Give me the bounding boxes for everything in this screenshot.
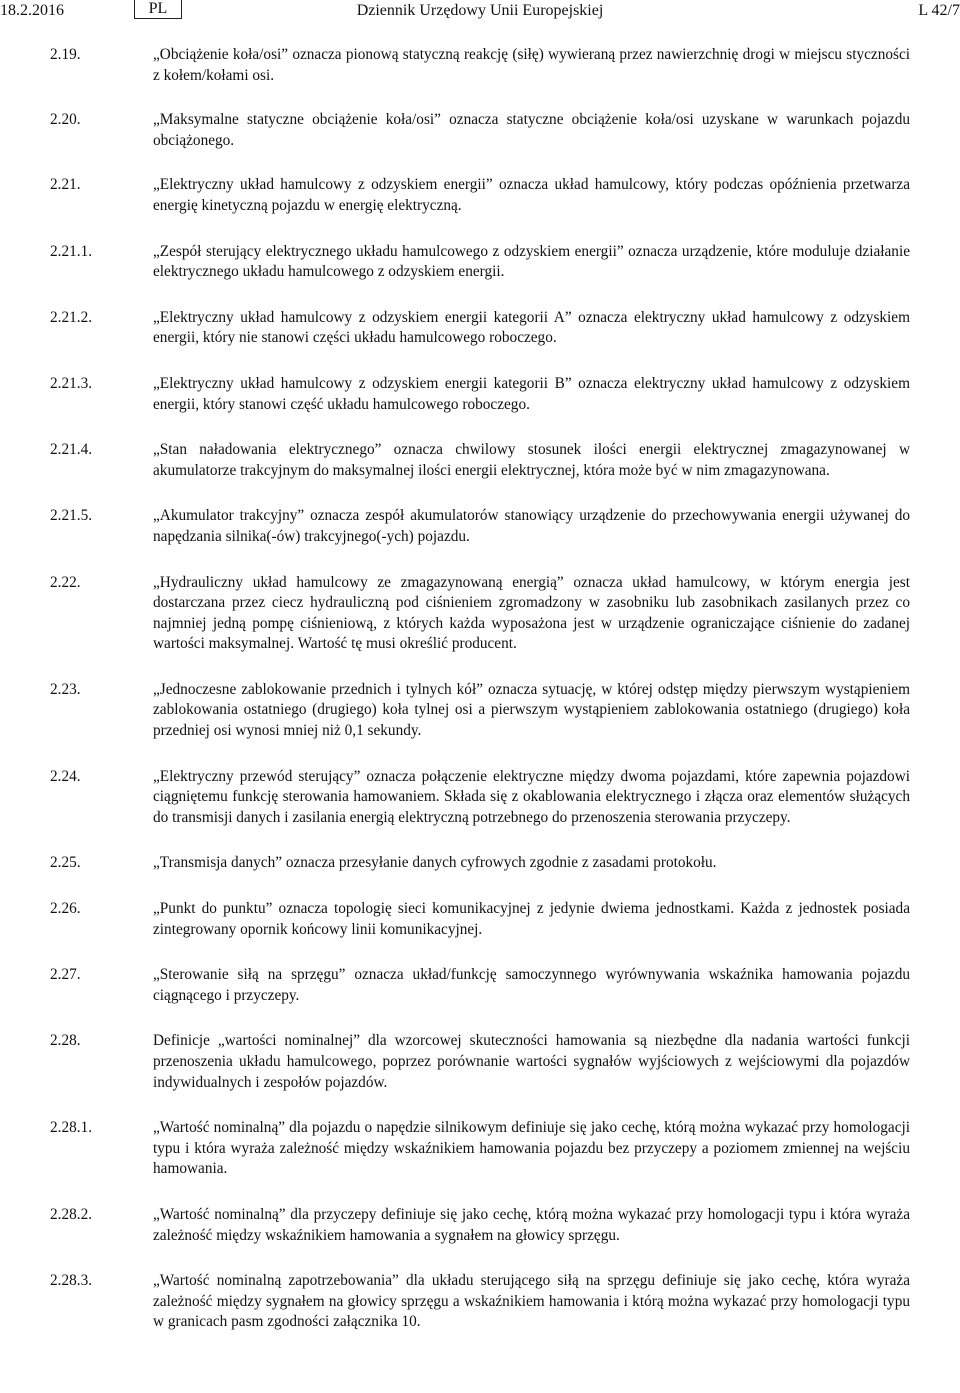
item-number: 2.21. [50,176,81,194]
item-number: 2.25. [50,854,81,872]
item-text: „Sterowanie siłą na sprzęgu” oznacza układ/funkcję samoczynnego wyrównywania wskaźnika hamowania pojazdu ciągnącego i przyczepy. [153,966,910,1004]
definition-item [50,242,910,283]
item-text: „Obciążenie koła/osi” oznacza pionową statyczną reakcję (siłę) wywieraną przez nawierzchnię drogi w miejscu styczności z kołem/kołami osi. [153,46,910,84]
definition-item [50,1031,910,1093]
item-number: 2.27. [50,966,81,984]
item-text: „Elektryczny układ hamulcowy z odzyskiem energii kategorii A” oznacza elektryczny układ hamulcowy z odzyskiem energii, który nie stanowi części układu hamulcowego roboczego. [153,308,910,347]
item-text: „Wartość nominalną” dla pojazdu o napędzie silnikowym definiuje się jako cechę, którą można wykazać przy homologacji typu i która wyraża zależność między wskaźnikiem hamowania pojazdu bez przyczepy a poziomem zmiennej na wejściu hamowania. [153,1119,910,1178]
item-number: 2.19. [50,46,81,63]
definition-item [50,308,910,349]
item-number: 2.21.5. [50,507,93,525]
page-header [0,0,960,24]
item-number: 2.24. [50,767,81,785]
definition-item [50,1118,910,1180]
item-number: 2.20. [50,111,81,129]
definition-item [50,110,910,151]
journal-title: Dziennik Urzędowy Unii Europejskiej [356,2,604,19]
definition-item [50,440,910,481]
item-number: 2.28.1. [50,1119,93,1137]
definition-item [50,175,910,216]
item-text: „Maksymalne statyczne obciążenie koła/osi” oznacza statyczne obciążenie koła/osi uzyskane w warunkach pojazdu obciążonego. [153,111,910,149]
item-number: 2.21.1. [50,242,93,260]
item-text: Definicje „wartości nominalnej” dla wzorcowej skuteczności hamowania są niezbędne dla nadania wartości funkcji przenoszenia układu hamulcowego, poprzez porównanie wartości sygnałów wyjściowych z wejściowymi dla pojazdów indywidualnych i zespołów pojazdów. [153,1032,910,1091]
item-number: 2.21.4. [50,441,93,459]
item-text: „Wartość nominalną zapotrzebowania” dla układu sterującego siłą na sprzęgu definiuje się jako cechę, która wyraża zależność między sygnałem na głowicy sprzęgu a wskaźnikiem hamowania i którą można wykazać przy homologacji typu w granicach pasm zgodności załącznika 10. [153,1272,910,1331]
item-text: „Transmisja danych” oznacza przesyłanie danych cyfrowych zgodnie z zasadami protokołu. [153,854,717,872]
item-number: 2.28.3. [50,1272,93,1290]
item-number: 2.28.2. [50,1205,93,1223]
document-body [50,45,910,1333]
item-text: „Zespół sterujący elektrycznego układu hamulcowego z odzyskiem energii” oznacza urządzenie, które moduluje działanie elektrycznego układu hamulcowego z odzyskiem energii. [153,242,910,281]
definition-item [50,506,910,547]
item-number: 2.28. [50,1032,81,1050]
definition-item [50,767,910,829]
item-text: „Elektryczny układ hamulcowy z odzyskiem energii” oznacza układ hamulcowy, który podczas opóźnienia przetwarza energię kinetyczną pojazdu w energię elektryczną. [153,176,910,214]
definition-item [50,45,910,86]
publication-date: 18.2.2016 [0,2,64,19]
item-text: „Stan naładowania elektrycznego” oznacza chwilowy stosunek ilości energii elektrycznej zmagazynowanej w akumulatorze trakcyjnym do maksymalnej ilości energii elektrycznej, która może być w nim zmagazynowana. [153,441,910,479]
page-reference: L 42/7 [918,2,960,19]
item-text: „Wartość nominalną” dla przyczepy definiuje się jako cechę, którą można wykazać przy homologacji typu i która wyraża zależność między wskaźnikiem hamowania a sygnałem na głowicy sprzęgu. [153,1205,910,1244]
language-badge: PL [134,0,182,19]
definition-item [50,1205,910,1246]
item-text: „Punkt do punktu” oznacza topologię sieci komunikacyjnej z jedynie dwiema jednostkami. Każda z jednostek posiada zintegrowany opornik końcowy linii komunikacyjnej. [153,900,910,938]
definition-item [50,899,910,940]
item-number: 2.26. [50,900,81,918]
item-number: 2.21.2. [50,308,93,326]
item-number: 2.21.3. [50,374,93,392]
definition-item [50,573,910,655]
definition-item [50,1271,910,1333]
item-text: „Hydrauliczny układ hamulcowy ze zmagazynowaną energią” oznacza układ hamulcowy, w którym energia jest dostarczana przez ciecz hydrauliczną pod ciśnieniem zgromadzony w zasobniku lub zasobnikach zasilanych przez co najmniej jedną pompę ciśnieniową, z których każda wyposażona jest w urządzenie ograniczające ciśnienie do zadanej wartości maksymalnej. Wartość tę musi określić producent. [153,573,910,653]
definition-item [50,853,910,874]
definition-item [50,965,910,1006]
definition-item [50,680,910,742]
item-text: „Elektryczny układ hamulcowy z odzyskiem energii kategorii B” oznacza elektryczny układ hamulcowy z odzyskiem energii, który stanowi część układu hamulcowego roboczego. [153,374,910,413]
item-text: „Jednoczesne zablokowanie przednich i tylnych kół” oznacza sytuację, w której odstęp między pierwszym wystąpieniem zablokowania ostatniego (drugiego) koła tylnej osi a pierwszym wystąpieniem zablokowania ostatniego (drugiego) koła przedniej osi wynosi mniej niż 0,1 sekundy. [153,680,910,740]
item-number: 2.22. [50,573,81,591]
item-number: 2.23. [50,680,81,698]
definition-item [50,374,910,415]
item-text: „Akumulator trakcyjny” oznacza zespół akumulatorów stanowiący urządzenie do przechowywania energii używanej do napędzania silnika(-ów) trakcyjnego(-ych) pojazdu. [153,507,910,545]
item-text: „Elektryczny przewód sterujący” oznacza połączenie elektryczne między dwoma pojazdami, które zapewnia pojazdowi ciągniętemu funkcję sterowania hamowaniem. Składa się z okablowania elektrycznego i złącza oraz elementów służących do transmisji danych i zasilania energią elektryczną potrzebnego do przenoszenia sterowania przyczepy. [153,767,910,826]
